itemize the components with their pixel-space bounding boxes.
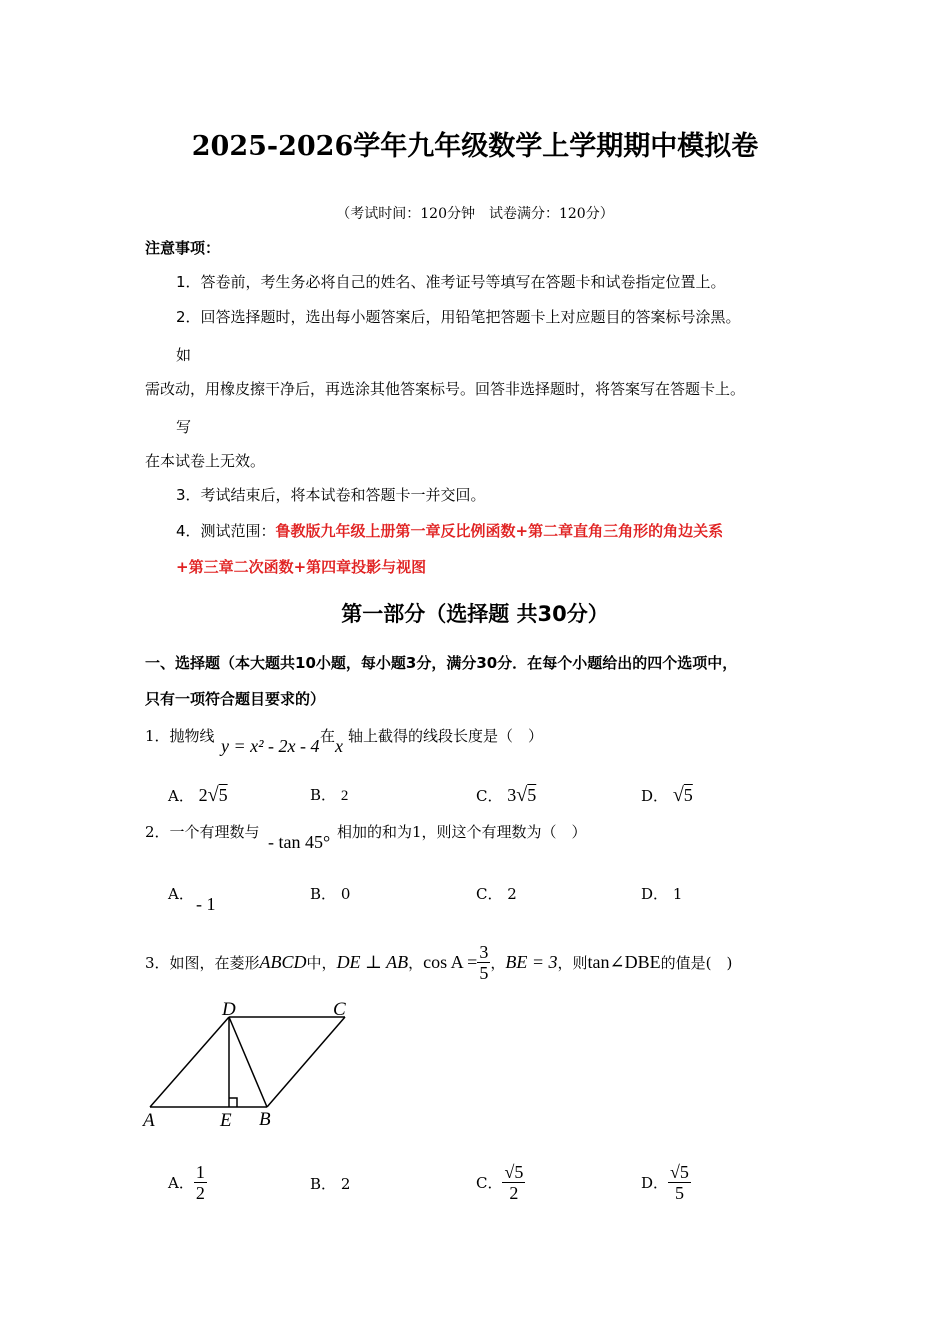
edge-da [150,1017,229,1107]
notice-item-2e: 在本试卷上无效。 [145,452,266,470]
q2-option-c: C． 2 [476,885,517,903]
q1-option-b-value: 2 [340,788,349,804]
q2-option-d: D． 1 [641,885,683,903]
q3-stem: 3．如图，在菱形 ABCD 中， DE ⊥ AB ， cos A = $\frac{3}{5}$ ， BE = 3 ，则 tan∠DBE 的值是( ) [145,942,733,983]
label-b: B [259,1109,271,1130]
q2-formula: - tan 45° [268,832,331,852]
notice-item-4-scope-1: 鲁教版九年级上册第一章反比例函数+第二章直角三角形的角边关系 [275,522,724,540]
q3-perpendicular: DE ⊥ AB [336,952,409,972]
notice-item-1: 1．答卷前，考生务必将自己的姓名、准考证号等填写在答题卡和试卷指定位置上。 [176,273,726,291]
q3-option-a: A． $\frac{1}{2}$ [168,1162,205,1203]
q3-cos: cos A = [423,952,478,972]
page-title: 2025-2026学年九年级数学上学期期中模拟卷 [191,131,759,162]
q1-option-c-value: 3√5 [507,784,537,806]
q1-option-d: D． √5 [641,784,693,806]
edge-bc [267,1017,345,1107]
label-a: A [143,1110,155,1130]
q3-option-d: D． $\frac{√5}{5}$ [641,1162,689,1203]
label-d: D [222,999,236,1020]
q3-option-d-value: $\frac{√5}{5}$ [670,1162,689,1203]
q1-var: x [335,736,343,756]
q1-prefix: 1．抛物线 [145,727,215,745]
notice-item-2b: 如 [176,346,192,364]
q1-option-a-value: 2√5 [198,784,228,806]
section-instructions-2: 只有一项符合题目要求的） [145,690,326,708]
notice-item-4 [176,520,723,541]
exam-info: （考试时间：120分钟 试卷满分：120分） [336,206,614,222]
q2-prefix: 2．一个有理数与 [145,823,260,841]
notice-item-3: 3．考试结束后，将本试卷和答题卡一并交回。 [176,486,486,504]
q3-shape: ABCD [259,952,307,972]
q3-tan: tan∠DBE [587,952,661,972]
q3-option-a-value: $\frac{1}{2}$ [195,1162,205,1203]
label-e: E [220,1110,232,1130]
right-angle-mark [229,1098,237,1107]
q1-formula: y = x² - 2x - 4 [221,736,320,756]
notice-item-2a: 2．回答选择题时，选出每小题答案后，用铅笔把答题卡上对应题目的答案标号涂黑。 [176,308,741,326]
diagonal-db [229,1017,267,1107]
q3-be: BE = 3 [505,952,558,972]
q1-option-b: B． 2 [310,786,349,804]
q1-mid: 在 [320,727,336,745]
section-instructions-1: 一、选择题（本大题共10小题，每小题3分，满分30分．在每个小题给出的四个选项中， [145,654,738,672]
q2-option-b: B． 0 [310,885,351,903]
q1-option-d-value: √5 [672,784,693,806]
q2-option-a: A． [168,885,194,903]
q1-option-a: A． 2√5 [168,784,228,806]
notice-item-2c: 需改动，用橡皮擦干净后，再选涂其他答案标号。回答非选择题时，将答案写在答题卡上。 [145,380,746,398]
section-title: 第一部分（选择题 共30分） [341,602,609,626]
notice-heading: 注意事项： [145,239,221,257]
label-c: C [333,999,346,1020]
q3-cos-fraction: $\frac{3}{5}$ [479,942,489,983]
notice-item-4-scope-2: +第三章二次函数+第四章投影与视图 [176,558,427,576]
q2-option-a-value: - 1 [196,894,216,914]
q3-option-c-value: $\frac{√5}{2}$ [504,1162,524,1203]
q2-suffix: 相加的和为1，则这个有理数为（ ） [337,823,587,841]
notice-item-4-label: 4．测试范围： [176,522,276,540]
q3-option-c: C． $\frac{√5}{2}$ [476,1162,524,1203]
q1-suffix: 轴上截得的线段长度是（ ） [348,727,544,745]
q3-option-b: B． 2 [310,1175,351,1193]
rhombus-figure [140,995,360,1130]
notice-item-2d: 写 [176,418,192,436]
q1-option-c: C． 3√5 [476,784,537,806]
